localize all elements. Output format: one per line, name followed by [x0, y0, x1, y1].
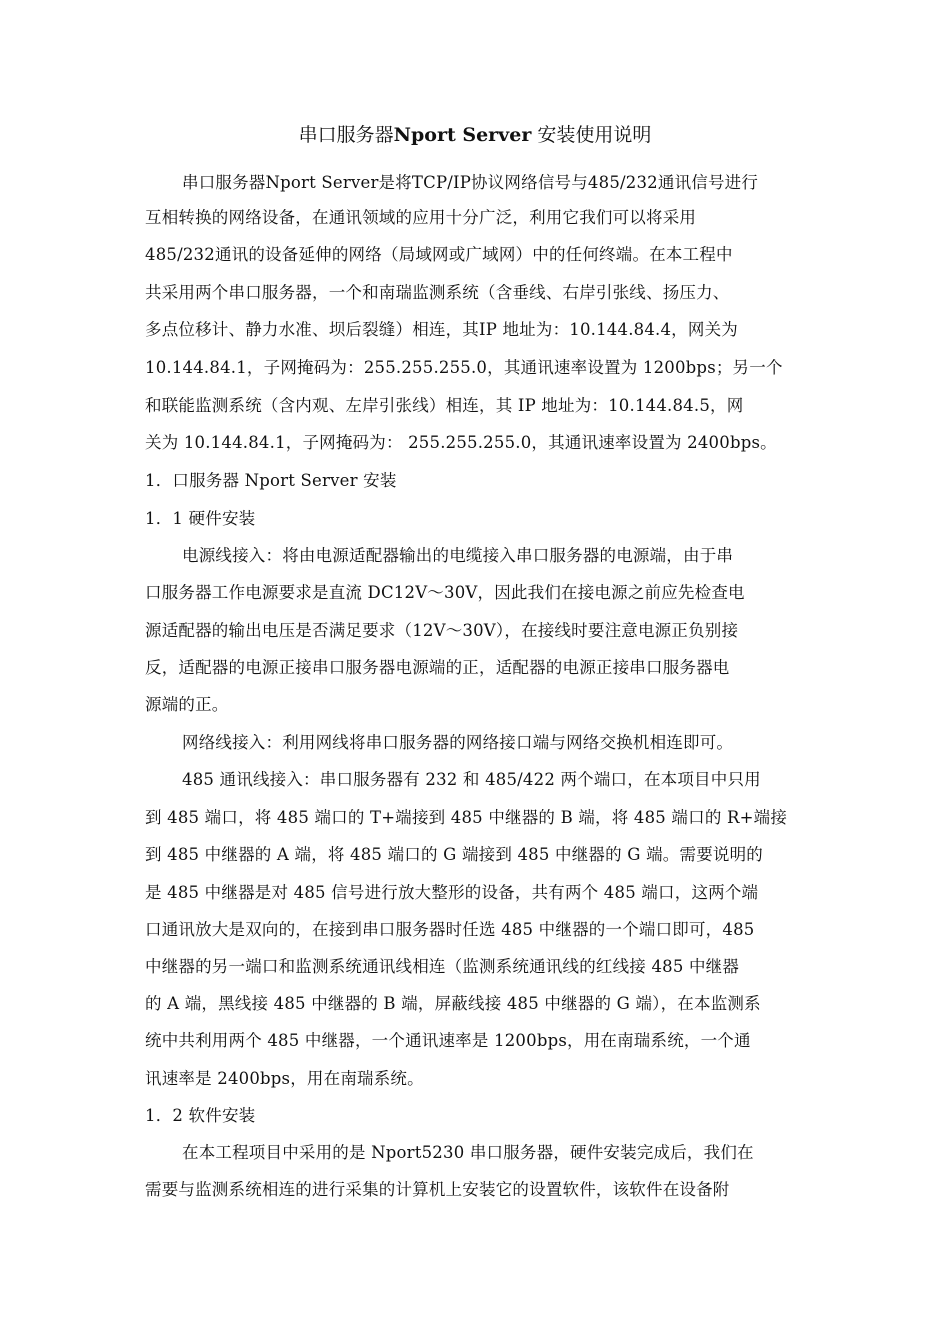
- rs485-line-6: 中继器的另一端口和监测系统通讯线相连（监测系统通讯线的红线接 485 中继器: [145, 957, 740, 976]
- intro-line-5: 多点位移计、静力水准、坝后裂缝）相连，其IP 地址为：10.144.84.4，网关为: [145, 320, 738, 339]
- intro-line-2: 互相转换的网络设备，在通讯领域的应用十分广泛，利用它我们可以将采用: [145, 208, 697, 227]
- title-prefix: 串口服务器: [298, 124, 394, 146]
- rs485-line-1: 485 通讯线接入：串口服务器有 232 和 485/422 两个端口，在本项目中只用: [182, 770, 761, 789]
- section-heading-1: 1．口服务器 Nport Server 安装: [145, 471, 397, 490]
- intro-line-3: 485/232通讯的设备延伸的网络（局域网或广域网）中的任何终端。在本工程中: [145, 245, 733, 264]
- power-line-3: 源适配器的输出电压是否满足要求（12V～30V），在接线时要注意电源正负别接: [145, 621, 739, 640]
- power-line-4: 反，适配器的电源正接串口服务器电源端的正，适配器的电源正接串口服务器电: [145, 658, 730, 677]
- power-line-2: 口服务器工作电源要求是直流 DC12V～30V，因此我们在接电源之前应先检查电: [145, 583, 745, 602]
- rs485-line-2: 到 485 端口，将 485 端口的 T+端接到 485 中继器的 B 端，将 485 端口的 R+端接: [145, 808, 788, 827]
- network-line-1: 网络线接入：利用网线将串口服务器的网络接口端与网络交换机相连即可。: [182, 733, 734, 752]
- intro-line-7: 和联能监测系统（含内观、左岸引张线）相连，其 IP 地址为：10.144.84.5，网: [145, 396, 744, 415]
- rs485-line-9: 讯速率是 2400bps，用在南瑞系统。: [145, 1069, 424, 1088]
- intro-line-4: 共采用两个串口服务器，一个和南瑞监测系统（含垂线、右岸引张线、扬压力、: [145, 283, 730, 302]
- power-line-1: 电源线接入：将由电源适配器输出的电缆接入串口服务器的电源端，由于串: [182, 546, 734, 565]
- power-line-5: 源端的正。: [145, 695, 229, 714]
- rs485-line-7: 的 A 端，黑线接 485 中继器的 B 端，屏蔽线接 485 中继器的 G 端），在本监测系: [145, 994, 761, 1013]
- title-suffix: 安装使用说明: [531, 124, 652, 146]
- software-line-1: 在本工程项目中采用的是 Nport5230 串口服务器，硬件安装完成后，我们在: [182, 1143, 754, 1162]
- software-line-2: 需要与监测系统相连的进行采集的计算机上安装它的设置软件，该软件在设备附: [145, 1180, 730, 1199]
- title-product-name: Nport Server: [393, 124, 532, 146]
- intro-line-6: 10.144.84.1，子网掩码为：255.255.255.0，其通讯速率设置为 1200bps；另一个: [145, 358, 783, 377]
- section-heading-1-1: 1．1 硬件安装: [145, 509, 256, 528]
- document-title: [0, 120, 950, 150]
- rs485-line-4: 是 485 中继器是对 485 信号进行放大整形的设备，共有两个 485 端口，这两个端: [145, 883, 759, 902]
- intro-line-1: 串口服务器Nport Server是将TCP/IP协议网络信号与485/232通讯信号进行: [182, 173, 759, 192]
- rs485-line-5: 口通讯放大是双向的，在接到串口服务器时任选 485 中继器的一个端口即可，485: [145, 920, 755, 939]
- rs485-line-3: 到 485 中继器的 A 端，将 485 端口的 G 端接到 485 中继器的 G 端。需要说明的: [145, 845, 763, 864]
- intro-line-8: 关为 10.144.84.1，子网掩码为： 255.255.255.0，其通讯速率设置为 2400bps。: [145, 433, 777, 452]
- section-heading-1-2: 1．2 软件安装: [145, 1106, 256, 1125]
- rs485-line-8: 统中共利用两个 485 中继器，一个通讯速率是 1200bps，用在南瑞系统，一个通: [145, 1031, 751, 1050]
